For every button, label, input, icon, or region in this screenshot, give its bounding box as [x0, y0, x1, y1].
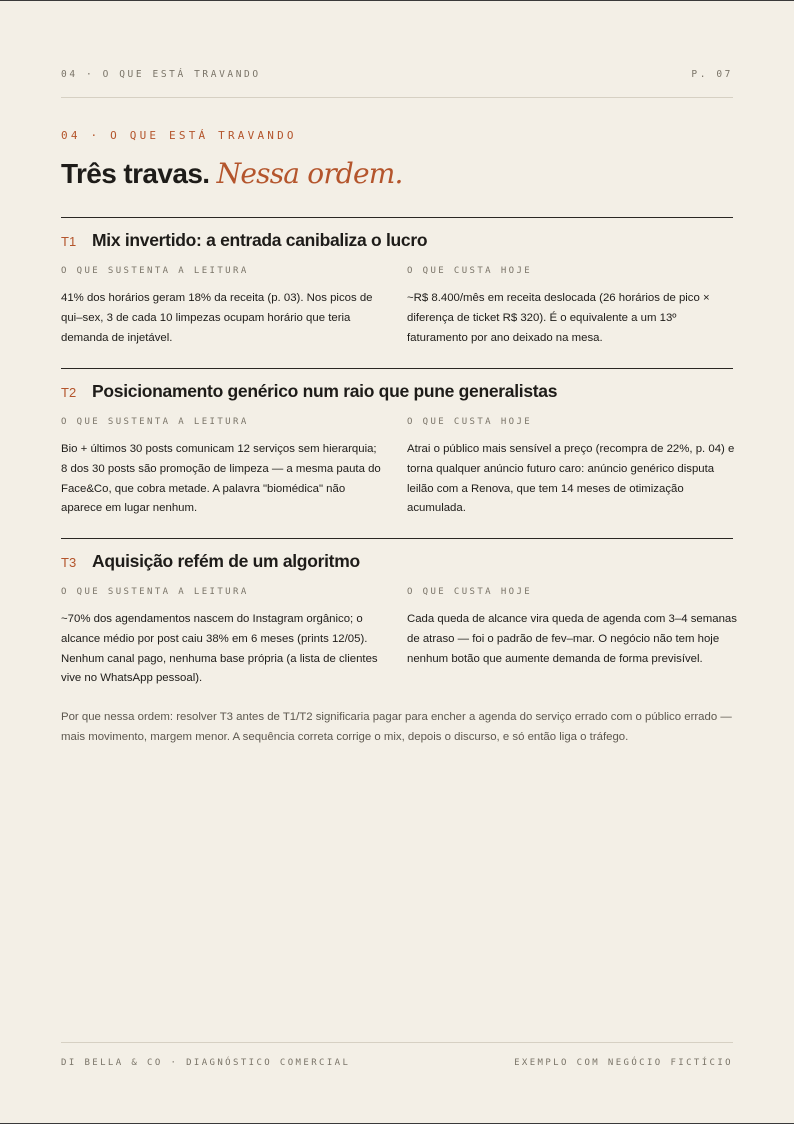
- cost-text: Atrai o público mais sensível a preço (recompra de 22%, p. 04) e torna qualquer anúncio futuro caro: anúncio genérico disputa leilão com a Renova, que tem 14 meses de otimização acumulada.: [407, 443, 735, 515]
- footer-divider: [61, 1042, 733, 1043]
- page-number: P. 07: [691, 69, 733, 80]
- running-header-section: 04 · O QUE ESTÁ TRAVANDO: [61, 69, 261, 80]
- cost-label: O QUE CUSTA HOJE: [407, 266, 533, 276]
- blocker-title: Posicionamento genérico num raio que pune generalistas: [92, 381, 558, 401]
- blocker-code: T3: [61, 555, 77, 570]
- cost-column: [407, 414, 737, 519]
- evidence-label: O QUE SUSTENTA A LEITURA: [61, 417, 249, 427]
- cost-column: [407, 584, 737, 669]
- blocker-heading: [61, 551, 360, 572]
- blocker-title: Mix invertido: a entrada canibaliza o lucro: [92, 230, 428, 250]
- blocker-heading: [61, 230, 427, 251]
- evidence-label: O QUE SUSTENTA A LEITURA: [61, 266, 249, 276]
- footer-disclaimer: EXEMPLO COM NEGÓCIO FICTÍCIO: [514, 1058, 733, 1068]
- evidence-text: Bio + últimos 30 posts comunicam 12 serviços sem hierarquia; 8 dos 30 posts são promoção de limpeza — a mesma pauta do Face&Co, que cobra metade. A palavra "biomédica" não aparece em lugar nenhum.: [61, 443, 381, 515]
- running-header: [61, 69, 733, 80]
- cost-column: [407, 263, 737, 348]
- blocker-item-t2: [61, 368, 735, 515]
- cost-text: ~R$ 8.400/mês em receita deslocada (26 horários de pico × diferença de ticket R$ 320). É o equivalente a um 13º faturamento por ano deixado na mesa.: [407, 292, 710, 344]
- cost-label: O QUE CUSTA HOJE: [407, 587, 533, 597]
- order-rationale-note: Por que nessa ordem: resolver T3 antes de T1/T2 significaria pagar para encher a agenda do serviço errado com o público errado — mais movimento, margem menor. A sequência correta corrige o mix, depois o discurso, e só então liga o tráfego.: [61, 711, 732, 743]
- evidence-text: ~70% dos agendamentos nascem do Instagram orgânico; o alcance médio por post caiu 38% em 6 meses (prints 12/05). Nenhum canal pago, nenhuma base própria (a lista de clientes vive no WhatsApp pessoal).: [61, 613, 378, 685]
- page-footer: [61, 1058, 733, 1068]
- page-title-main: Três travas.: [61, 158, 210, 189]
- cost-text: Cada queda de alcance vira queda de agenda com 3–4 semanas de atraso — foi o padrão de fev–mar. O negócio não tem hoje nenhum botão que aumente demanda de forma previsível.: [407, 613, 737, 665]
- footer-brand: DI BELLA & CO · DIAGNÓSTICO COMERCIAL: [61, 1058, 351, 1068]
- evidence-column: [61, 584, 385, 689]
- header-divider: [61, 97, 733, 98]
- cost-label: O QUE CUSTA HOJE: [407, 417, 533, 427]
- blocker-code: T1: [61, 234, 77, 249]
- section-eyebrow: 04 · O QUE ESTÁ TRAVANDO: [61, 129, 297, 142]
- blocker-title: Aquisição refém de um algoritmo: [92, 551, 360, 571]
- evidence-column: [61, 414, 385, 519]
- blocker-item-t1: [61, 217, 733, 344]
- blocker-code: T2: [61, 385, 77, 400]
- blocker-item-t3: [61, 538, 737, 685]
- blocker-heading: [61, 381, 557, 402]
- page-title: [61, 155, 403, 193]
- evidence-label: O QUE SUSTENTA A LEITURA: [61, 587, 249, 597]
- evidence-column: [61, 263, 385, 348]
- evidence-text: 41% dos horários geram 18% da receita (p. 03). Nos picos de qui–sex, 3 de cada 10 limpezas ocupam horário que teria demanda de injetável.: [61, 292, 373, 344]
- page-title-accent: Nessa ordem.: [216, 157, 403, 190]
